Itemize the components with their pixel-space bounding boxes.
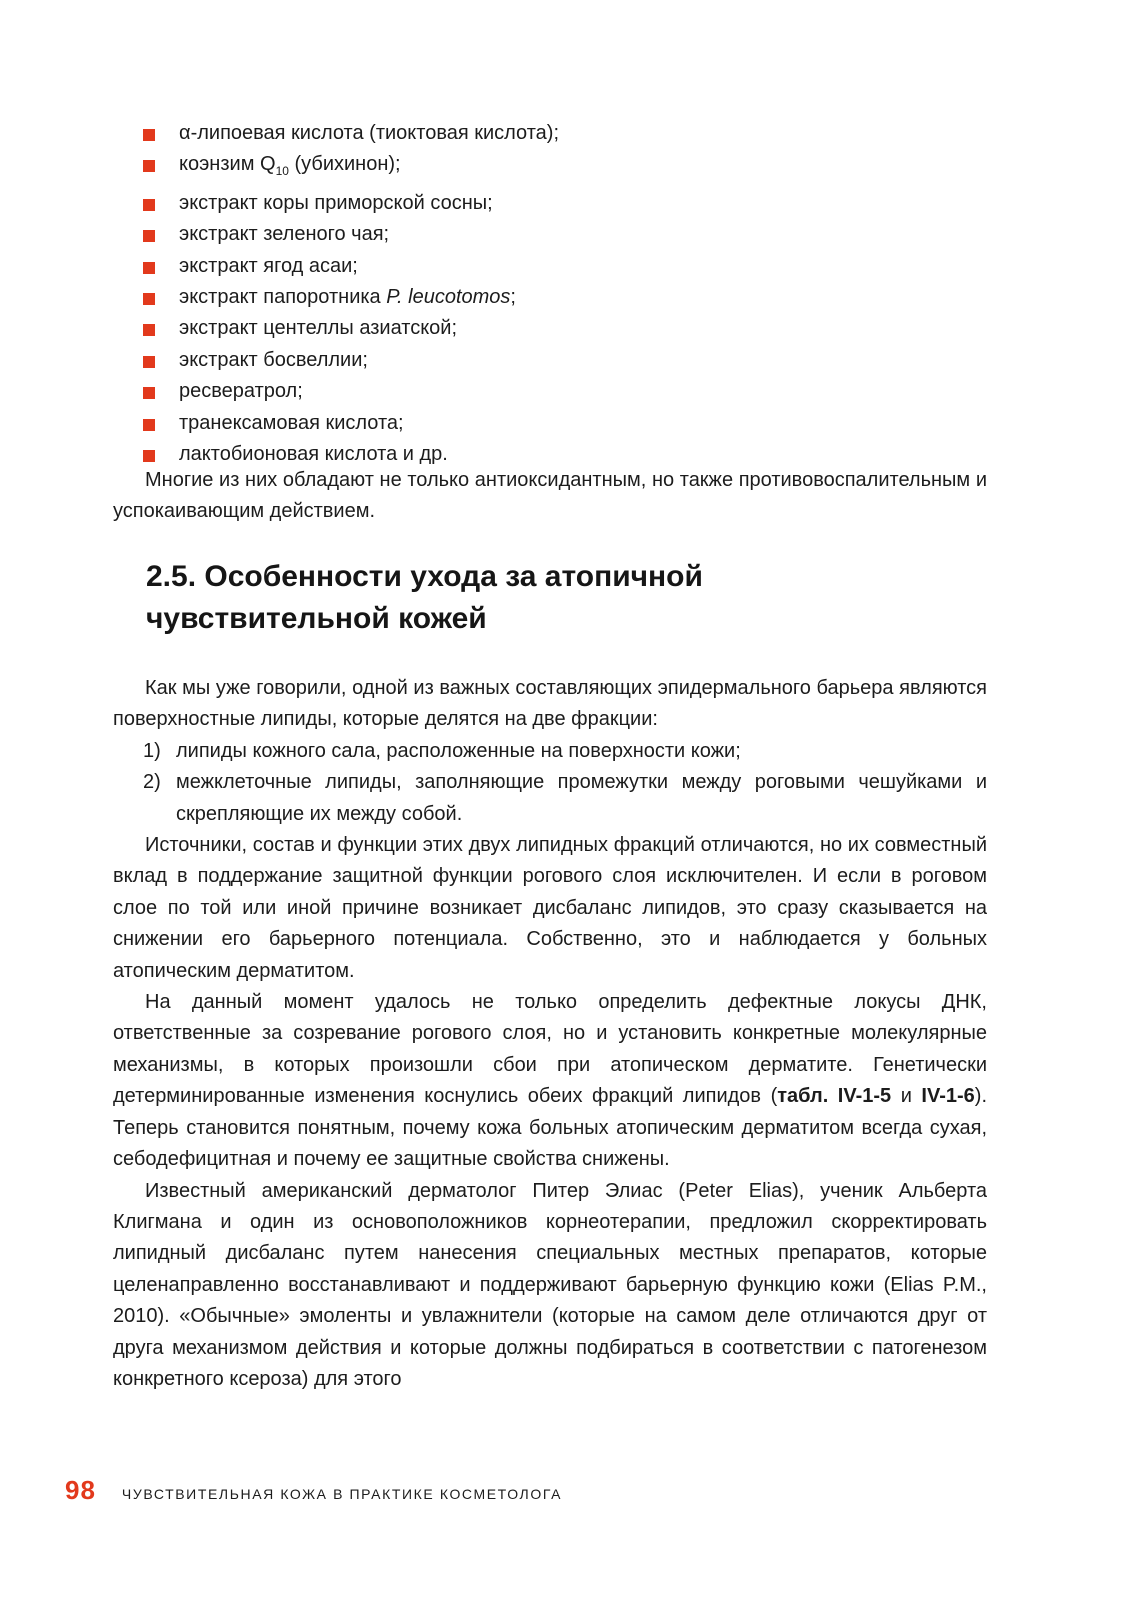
list-item: транексамовая кислота; [113,408,1053,439]
numbered-list [113,736,987,830]
list-item: экстракт зеленого чая; [113,219,1053,250]
summary-paragraph: Многие из них обладают не только антиоксидантным, но также противовоспалительным и успокаивающим действием. [113,469,987,523]
section-body [113,673,987,1395]
list-item: ресвератрол; [113,376,1053,407]
square-bullet-icon [143,324,155,336]
section-heading: 2.5. Особенности ухода за атопичной чувствительной кожей [146,560,703,635]
square-bullet-icon [143,262,155,274]
paragraph: Источники, состав и функции этих двух липидных фракций отличаются, но их совместный вклад в поддержание защитной функции рогового слоя исключителен. И если в роговом слое по той или иной причине возникает дисбаланс липидов, это сразу сказывается на снижении его барьерного потенциала. Собственно, это и наблюдается у больных атопическим дерматитом. [113,834,987,982]
square-bullet-icon [143,419,155,431]
page-footer [65,1475,562,1515]
list-item: экстракт босвеллии; [113,345,1053,376]
paragraph: Известный американский дерматолог Питер Элиас (Peter Elias), ученик Альберта Клигмана и один из основоположников корнеотерапии, предложил скорректировать липидный дисбаланс путем нанесения специальных местных препаратов, которые целенаправленно восстанавливают и поддерживают барьерную функцию кожи (Elias P.M., 2010). «Обычные» эмоленты и увлажнители (которые на самом деле отличаются друг от друга механизмом действия и которые должны подбираться в соответствии с патогенезом конкретного ксероза) для этого [113,1179,987,1390]
list-item: α-липоевая кислота (тиоктовая кислота); [113,118,1053,149]
square-bullet-icon [143,199,155,211]
square-bullet-icon [143,356,155,368]
square-bullet-icon [143,450,155,462]
paragraph: На данный момент удалось не только определить дефектные локусы ДНК, ответственные за созревание рогового слоя, но и установить конкретные молекулярные механизмы, в которых произошли сбои при атопическом дерматите. Генетически детерминированные изменения коснулись обеих фракций липидов (табл. IV-1-5 и IV-1-6). Теперь становится понятным, почему кожа больных атопическим дерматитом всегда сухая, себодефицитная и почему ее защитные свойства снижены. [113,991,987,1171]
square-bullet-icon [143,293,155,305]
ingredient-list [179,118,1053,470]
square-bullet-icon [143,129,155,141]
list-item: 2) межклеточные липиды, заполняющие промежутки между роговыми чешуйками и скрепляющие их между собой. [143,771,987,825]
list-item: коэнзим $Q_{10}$ (убихинон); [113,149,1053,187]
list-summary [113,465,987,528]
page-number: 98 [65,1475,96,1505]
list-item: экстракт коры приморской сосны; [113,188,1053,219]
list-item: экстракт ягод асаи; [113,251,1053,282]
running-title: ЧУВСТВИТЕЛЬНАЯ КОЖА В ПРАКТИКЕ КОСМЕТОЛОГА [121,1486,563,1502]
list-item: лактобионовая кислота и др. [113,439,1053,470]
list-item: 1) липиды кожного сала, расположенные на поверхности кожи; [143,739,741,762]
table-reference: табл. IV-1-5 [777,1085,892,1108]
paragraph: Как мы уже говорили, одной из важных составляющих эпидермального барьера являются поверхностные липиды, которые делятся на две фракции: [113,677,987,731]
square-bullet-icon [143,387,155,399]
square-bullet-icon [143,160,155,172]
table-reference: IV-1-6 [921,1085,975,1108]
list-item: экстракт центеллы азиатской; [113,313,1053,344]
list-item: экстракт папоротника P. leucotomos; [113,282,1053,313]
square-bullet-icon [143,230,155,242]
